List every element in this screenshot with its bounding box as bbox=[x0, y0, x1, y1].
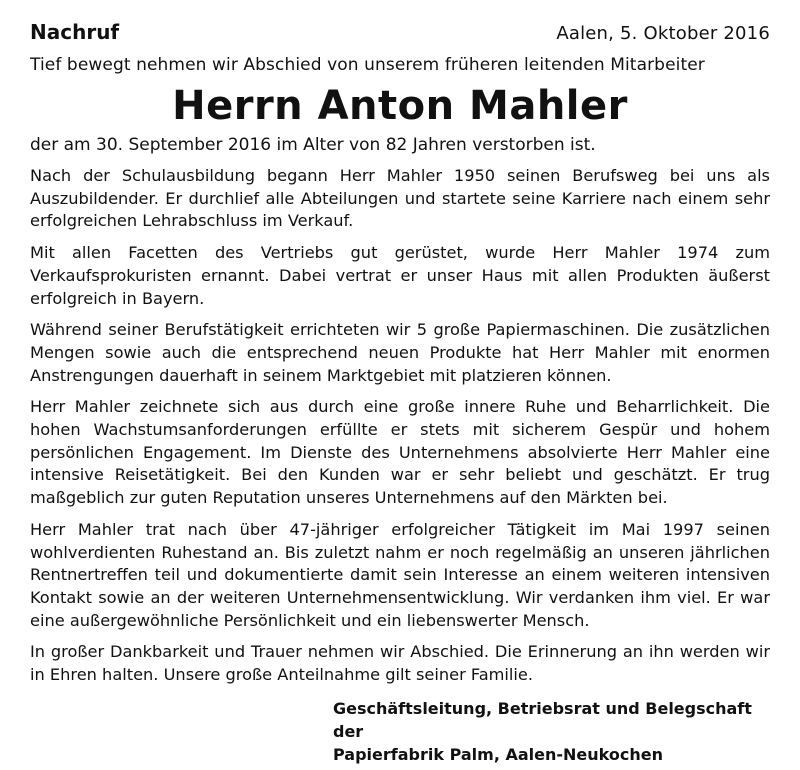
paragraph-farewell: In großer Dankbarkeit und Trauer nehmen wir Abschied. Die Erinnerung an ihn werden wir in Ehren halten. Unsere große Anteilnahme gilt seiner Familie. bbox=[30, 642, 770, 685]
death-date-line: der am 30. September 2016 im Alter von 82 Jahren verstorben ist. bbox=[30, 135, 596, 155]
deceased-name: Herrn Anton Mahler bbox=[172, 83, 628, 129]
header-row bbox=[30, 20, 770, 54]
paragraph-career-start: Nach der Schulausbildung begann Herr Mahler 1950 seinen Berufsweg bei uns als Auszubildender. Er durchlief alle Abteilungen und startete seine Karriere nach einem sehr erfolgreichen Lehrabschluss im Verkauf. bbox=[30, 166, 770, 231]
paragraph-paper-machines: Während seiner Berufstätigkeit errichteten wir 5 große Papiermaschinen. Die zusätzlichen Mengen sowie auch die entsprechend neuen Produkte hat Herr Mahler mit enormen Anstrengungen dauerhaft in seinem Marktgebiet mit platzieren können. bbox=[30, 320, 770, 385]
paragraph-sales-role: Mit allen Facetten des Vertriebs gut gerüstet, wurde Herr Mahler 1974 zum Verkaufsprokuristen ernannt. Dabei vertrat er unser Haus mit allen Produkten äußerst erfolgreich in Bayern. bbox=[30, 243, 770, 308]
signature-line-2: Papierfabrik Palm, Aalen-Neukochen bbox=[333, 744, 663, 764]
paragraph-character: Herr Mahler zeichnete sich aus durch eine große innere Ruhe und Beharrlichkeit. Die hohen Wachstumsanforderungen erfüllte er stets mit sicherem Gespür und hohem persönlichen Engagement. Im Dienste des Unternehmens absolvierte Herr Mahler eine intensive Reisetätigkeit. Bei den Kunden war er sehr beliebt und geschätzt. Er trug maßgeblich zur guten Reputation unseres Unternehmens auf den Märkten bei. bbox=[30, 397, 770, 508]
signature-line-1: Geschäftsleitung, Betriebsrat und Belegschaft der bbox=[333, 698, 752, 741]
notice-heading: Nachruf bbox=[30, 20, 120, 44]
obituary-notice bbox=[30, 20, 770, 766]
paragraph-retirement: Herr Mahler trat nach über 47-jähriger erfolgreicher Tätigkeit im Mai 1997 seinen wohlverdienten Ruhestand an. Bis zuletzt nahm er noch regelmäßig an unseren jährlichen Rentnertreffen teil und dokumentierte damit sein Interesse an einem weiteren intensiven Kontakt sowie an der weiteren Unternehmensentwicklung. Wir verdanken ihm viel. Er war eine außergewöhnliche Persönlichkeit und ein liebenswerter Mensch. bbox=[30, 519, 770, 630]
place-date: Aalen, 5. Oktober 2016 bbox=[556, 23, 770, 44]
intro-line: Tief bewegt nehmen wir Abschied von unserem früheren leitenden Mitarbeiter bbox=[30, 55, 705, 75]
signature-block bbox=[333, 697, 770, 766]
